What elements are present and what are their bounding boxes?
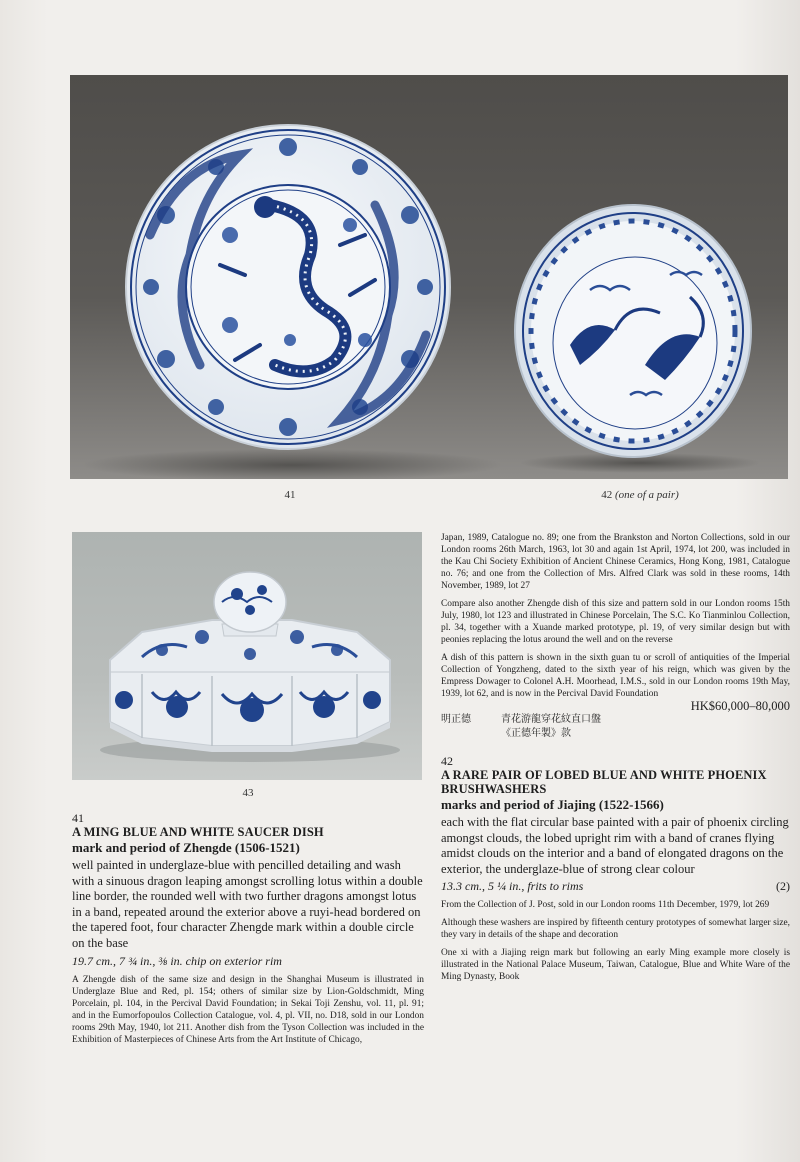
porcelain-photo <box>70 75 788 479</box>
chinese-description <box>441 713 790 727</box>
lot-provenance: From the Collection of J. Post, sold in our London rooms 11th December, 1979, lot 269 <box>441 900 770 911</box>
lot-description: each with the flat circular base painted with a pair of phoenix circling amongst clouds, the lobed upright rim with a band of cranes flying amidst clouds on the interior and a band of elongated dragons on the exterior, the underglaze-blue of strong clear colour <box>441 815 789 876</box>
brushwasher-42-image <box>515 205 760 473</box>
lot-note: Although these washers are inspired by fifteenth century prototypes of somewhat larger size, they vary in details of the shape and decoration <box>441 918 790 941</box>
lot-42-entry <box>441 755 790 983</box>
right-column <box>441 532 790 983</box>
lot-note: A Zhengde dish of the same size and design in the Shanghai Museum is illustrated in Underglaze Blue and Red, pl. 154; others of similar size by Lion-Goldschmidt, Ming Porcelain, pl. 104, in the Percival David Foundation; in Sekai Toji Zenshu, vol. 11, pl. 91; and in the Eumorfopoulos Collection Catalogue, vol. 4, pl. VII, no. D18, sold in our London rooms 29th May, 1940, lot 211. Another dish from the Tyson Collection was included in the Exhibition of Masterpieces of Chinese Arts from the Art Institute of Chicago, <box>72 974 424 1045</box>
caption-42: 42 (one of a pair) <box>601 489 679 501</box>
lot-title: A RARE PAIR OF LOBED BLUE AND WHITE PHOENIX BRUSHWASHERS <box>441 768 767 796</box>
quantity-label: (2) <box>776 879 790 894</box>
lot-title: A MING BLUE AND WHITE SAUCER DISH <box>72 825 324 839</box>
caption-41: 41 <box>284 489 296 501</box>
lot-41-entry <box>72 812 424 1046</box>
chinese-period: 明正德 <box>441 714 471 725</box>
lot-number: 42 <box>441 754 453 768</box>
lot-dimensions: 19.7 cm., 7 ¾ in., ⅜ in. chip on exterior rim <box>72 953 282 968</box>
photo-lots-41-42 <box>70 75 788 479</box>
photo-lot-43 <box>72 532 422 780</box>
lot-subtitle: marks and period of Jiajing (1522-1566) <box>441 797 664 812</box>
lot-41-note-compare: Compare also another Zhengde dish of this size and pattern sold in our London rooms 15th July, 1980, lot 123 and illustrated in Chinese Porcelain, The S.C. Ko Tianminlou Collection, pl. 34, together with a Xuande marked prototype, pl. 19, of very similar design but with peonies replacing the lotus around the well and on the reverse <box>441 599 790 645</box>
size-text: 13.3 cm., 5 ¼ in., frits to rims <box>441 879 584 894</box>
lot-41-note-provenance: A dish of this pattern is shown in the sixth guan tu or scroll of antiquities of the Imperial Collection of Yongzheng, dated to the sixth year of his reign, which was given by the Empress Dowager to Colonel A.H. Moorhead, I.M.S., sold in our London rooms 19th May, 1939, lot 62, and is now in the Percival David Foundation <box>441 653 790 699</box>
lot-note-comparison: One xi with a Jiajing reign mark but following an early Ming example more closely is illustrated in the National Palace Museum, Taiwan, Catalogue, Blue and White Ware of the Ming Dynasty, Book <box>441 948 790 983</box>
chinese-title: 青花游龍穿花紋直口盤 <box>501 714 601 725</box>
lot-number: 41 <box>72 811 84 825</box>
lot-41-note-continued: Japan, 1989, Catalogue no. 89; one from the Brankston and Norton Collections, sold in our London rooms 26th March, 1963, lot 30 and again 1st April, 1974, lot 200, was included in the Kau Chi Society Exhibition of Ancient Chinese Ceramics, Hong Kong, 1981, Catalogue no. 76; and one from the Collection of Mrs. Alfred Clark was sold in these rooms, 14th November, 1989, lot 27 <box>441 533 790 591</box>
lid-43-image <box>72 532 422 780</box>
lot-dimensions <box>441 879 790 893</box>
chinese-mark: 《正德年製》款 <box>501 728 571 739</box>
dish-41-image <box>82 125 502 479</box>
lot-description: well painted in underglaze-blue with pencilled detailing and wash with a sinuous dragon leaping amongst scrolling lotus within a double line border, the rounded well with two further dragons amongst lotus in a band, repeated around the exterior above a ruyi-head bordered on the tapered foot, four character Zhengde mark within a double circle on the base <box>72 858 423 950</box>
caption-43: 43 <box>242 787 254 799</box>
lot-subtitle: mark and period of Zhengde (1506-1521) <box>72 840 300 855</box>
lot-41-estimate: HK$60,000–80,000 <box>690 699 790 713</box>
